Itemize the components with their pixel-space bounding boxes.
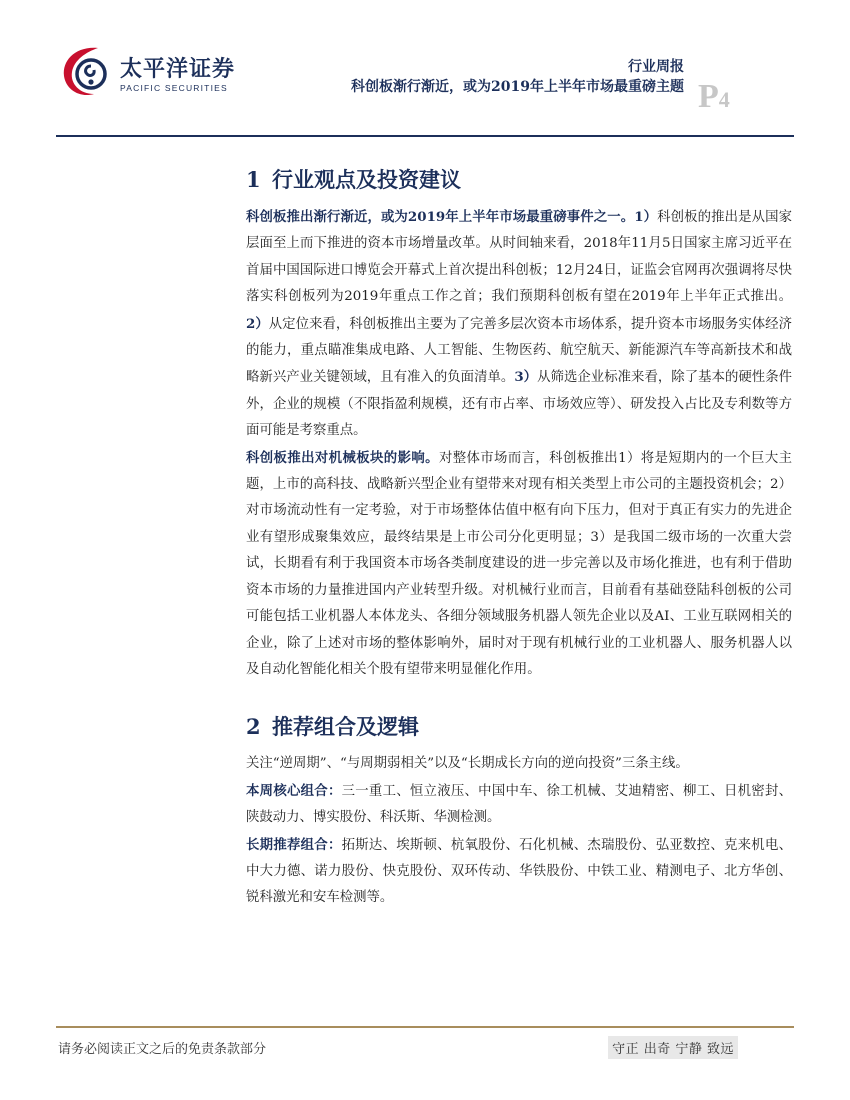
section-1-paragraph-1 (246, 204, 792, 445)
brand-block (120, 58, 235, 93)
footer-divider (56, 1026, 794, 1028)
p1-text-c: 从筛选企业标准来看，除了基本的硬性条件外，企业的规模（不限指盈利规模，还有市占率、市场效应等）、研发投入占比及专利数等方面可能是考察重点。 (246, 370, 793, 439)
report-type: 行业周报 (628, 59, 684, 75)
section-1-number: 1 (246, 167, 261, 192)
core-portfolio-list: 三一重工、恒立液压、中国中车、徐工机械、艾迪精密、柳工、日机密封、陕鼓动力、博实股份、科沃斯、华测检测。 (246, 783, 793, 826)
page-number-value: 4 (718, 87, 730, 112)
long-term-portfolio-list: 拓斯达、埃斯顿、杭氧股份、石化机械、杰瑞股份、弘亚数控、克来机电、中大力德、诺力股份、快克股份、双环传动、华铁股份、中铁工业、精测电子、北方华创、锐科激光和安车检测等。 (246, 837, 793, 906)
brand-name-cn: 太平洋证券 (120, 57, 236, 82)
page-header (0, 0, 850, 140)
page-number (698, 78, 730, 116)
section-1-heading (246, 160, 792, 204)
long-term-portfolio-label: 长期推荐组合： (246, 836, 342, 853)
section-2-paragraph-1: 关注“逆周期”、“与周期弱相关”以及“长期成长方向的逆向投资”三条主线。 (246, 756, 689, 772)
section-1-title: 行业观点及投资建议 (272, 167, 461, 192)
p1-marker-1: 1） (634, 209, 658, 225)
section-2-core-portfolio (246, 778, 792, 832)
brand-name-en: PACIFIC SECURITIES (120, 83, 228, 93)
section-1-paragraph-2 (246, 445, 792, 684)
report-title: 科创板渐行渐近，或为2019年上半年市场最重磅主题 (351, 79, 684, 95)
footer-motto: 守正 出奇 宁静 致远 (608, 1036, 738, 1059)
p2-text: 对整体市场而言，科创板推出1）将是短期内的一个巨大主题，上市的高科技、战略新兴型企业有望带来对现有相关类型上市公司的主题投资机会；2）对市场流动性有一定考验，对于市场整体估值中枢有向下压力，但对于真正有实力的先进企业有望形成聚集效应，最终结果是上市公司分化更明显；3）是我国二级市场的一次重大尝试，长期看有利于我国资本市场各类制度建设的进一步完善以及市场化推进，也有利于借助资本市场的力量推进国内产业转型升级。对机械行业而言，目前看有基础登陆科创板的公司可能包括工业机器人本体龙头、各细分领域服务机器人领先企业以及AI、工业互联网相关的企业，除了上述对市场的整体影响外，届时对于现有机械行业的工业机器人、服务机器人以及自动化智能化相关个股有望带来明显催化作用。 (246, 450, 792, 677)
p1-lead-bold: 科创板推出渐行渐近，或为2019年上半年市场最重磅事件之一。 (246, 209, 635, 225)
page-number-prefix: P (698, 78, 719, 115)
pacific-securities-logo-icon (58, 44, 118, 100)
p2-lead-bold: 科创板推出对机械板块的影响。 (246, 449, 439, 466)
p1-text-a: 科创板的推出是从国家层面至上而下推进的资本市场增量改革。从时间轴来看，2018年11月5日国家主席习近平在首届中国国际进口博览会开幕式上首次提出科创板；12月24日，证监会官网再次强调将尽快落实科创板列为2019年重点工作之首；我们预期科创板有望在2019年上半年正式推出。 (246, 210, 792, 305)
header-divider (56, 135, 794, 137)
footer-disclaimer: 请务必阅读正文之后的免责条款部分 (58, 1042, 267, 1057)
section-spacer (246, 683, 792, 707)
core-portfolio-label: 本周核心组合： (246, 782, 342, 799)
p1-text-b: 从定位来看，科创板推出主要为了完善多层次资本市场体系，提升资本市场服务实体经济的能力，重点瞄准集成电路、人工智能、生物医药、航空航天、新能源汽车等高新技术和战略新兴产业关键领域，且有准入的负面清单。 (246, 316, 792, 386)
section-2-long-term-portfolio (246, 832, 792, 912)
section-2-heading (246, 707, 792, 751)
p1-marker-2: 2） (246, 315, 269, 332)
section-2-number: 2 (246, 714, 261, 740)
section-2-title: 推荐组合及逻辑 (272, 714, 419, 740)
p1-marker-3: 3） (514, 369, 538, 386)
main-content (246, 160, 792, 912)
